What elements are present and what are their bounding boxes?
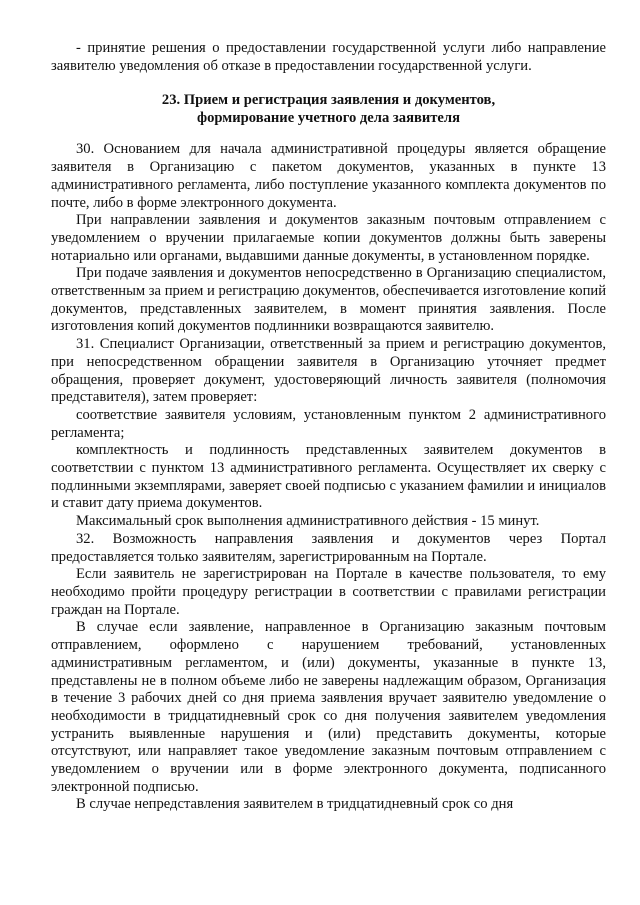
section-heading-line-1: 23. Прием и регистрация заявления и документов,: [161, 92, 496, 109]
section-heading-line-2: формирование учетного дела заявителя: [197, 110, 460, 127]
section-heading: [51, 91, 606, 127]
paragraph-32: 32. Возможность направления заявления и документов через Портал предоставляется только заявителям, зарегистрированным на Портале.: [51, 530, 606, 565]
paragraph-max-duration: Максимальный срок выполнения административного действия - 15 минут.: [76, 513, 540, 530]
paragraph-conditions-check: соответствие заявителя условиям, установленным пунктом 2 административного регламента;: [51, 406, 606, 441]
paragraph-non-submission: В случае непредставления заявителем в тридцатидневный срок со дня: [76, 796, 514, 813]
paragraph-31: 31. Специалист Организации, ответственный за прием и регистрацию документов, при непосредственном обращении заявителя в Организацию уточняет предмет обращения, проверяет документ, удостоверяющий личность заявителя (полномочия представителя), затем проверяет:: [51, 336, 606, 406]
paragraph-registered-mail: При направлении заявления и документов заказным почтовым отправлением с уведомлением о вручении прилагаемые копии документов должны быть заверены нотариально или органами, выдавшими данные документы, в установленном порядке.: [51, 212, 606, 264]
intro-paragraph: - принятие решения о предоставлении государственной услуги либо направление заявителю уведомления об отказе в предоставлении государственной услуги.: [51, 40, 606, 74]
paragraph-30: 30. Основанием для начала административной процедуры является обращение заявителя в Организацию с пакетом документов, указанных в пункте 13 административного регламента, либо поступление указанного комплекта документов по почте, либо в форме электронного документа.: [51, 141, 606, 211]
paragraph-direct-submission: При подаче заявления и документов непосредственно в Организацию специалистом, ответственным за прием и регистрацию документов, обеспечивается изготовление копий документов, представленных заявителем, в момент принятия заявления. После изготовления копий документов подлинники возвращаются заявителю.: [51, 265, 606, 335]
paragraph-violations-notice: В случае если заявление, направленное в Организацию заказным почтовым отправлением, оформлено с нарушением требований, установленных административным регламентом, и (или) документы, указанные в пункте 13, представлены не в полном объеме либо не заверены надлежащим образом, Организация в течение 3 рабочих дней со дня приема заявления вручает заявителю уведомление о необходимости в тридцатидневный срок со дня получения заявителем уведомления устранить выявленные нарушения и (или) представить документы, которые отсутствуют, или направляет такое уведомление заказным почтовым отправлением с уведомлением о вручении или в форме электронного документа, подписанного электронной подписью.: [51, 619, 606, 795]
paragraph-portal-registration: Если заявитель не зарегистрирован на Портале в качестве пользователя, то ему необходимо пройти процедуру регистрации в соответствии с правилами регистрации граждан на Портале.: [51, 566, 606, 618]
paragraph-completeness-check: комплектность и подлинность представленных заявителем документов в соответствии с пунктом 13 административного регламента. Осуществляет их сверку с подлинными экземплярами, заверяет своей подписью с указанием фамилии и инициалов и ставит дату приема документов.: [51, 442, 606, 512]
